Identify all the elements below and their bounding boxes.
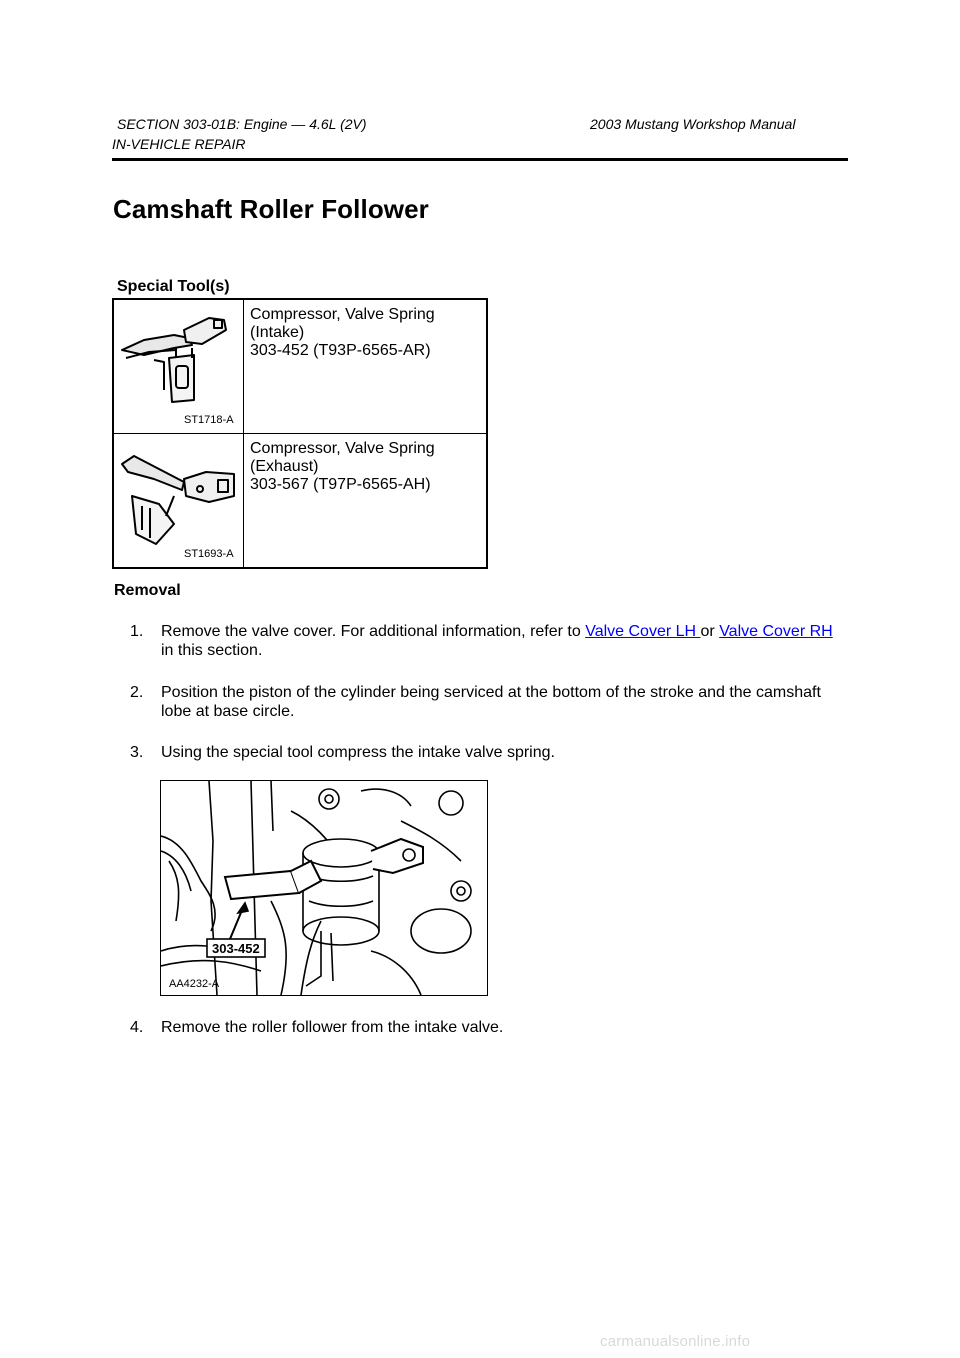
tool-description xyxy=(244,299,488,434)
tool-number: 303-452 (T93P-6565-AR) xyxy=(250,342,431,359)
tool-variant: (Exhaust) xyxy=(250,458,319,475)
tool-image-label: ST1693-A xyxy=(184,548,234,560)
step-text-line: Position the piston of the cylinder being serviced at the bottom of the stroke and the camshaft xyxy=(161,684,821,701)
step-text: Remove the roller follower from the intake valve. xyxy=(161,1019,504,1036)
special-tools-table xyxy=(112,298,488,569)
tool-image-exhaust xyxy=(113,434,244,569)
tool-row xyxy=(113,299,487,434)
valve-spring-compressor-intake-drawing xyxy=(114,300,243,428)
engine-illustration xyxy=(161,781,487,995)
step-number: 1. xyxy=(130,623,144,640)
step-number: 3. xyxy=(130,744,144,761)
watermark: carmanualsonline.info xyxy=(600,1333,751,1350)
header-rule xyxy=(112,158,848,161)
step-text-part: in this section. xyxy=(161,642,263,659)
valve-cover-lh-link[interactable]: Valve Cover LH xyxy=(585,623,701,640)
manual-title: 2003 Mustang Workshop Manual xyxy=(590,116,796,132)
valve-cover-rh-link[interactable]: Valve Cover RH xyxy=(719,623,833,640)
tool-variant: (Intake) xyxy=(250,324,305,341)
step-text-part: Remove the valve cover. For additional information, refer to xyxy=(161,623,586,640)
tool-number: 303-567 (T97P-6565-AH) xyxy=(250,476,431,493)
section-title: SECTION 303-01B: Engine — 4.6L (2V) xyxy=(117,116,367,132)
removal-heading: Removal xyxy=(114,582,181,599)
page-title: Camshaft Roller Follower xyxy=(113,194,429,224)
tool-image-intake xyxy=(113,299,244,434)
special-tools-label: Special Tool(s) xyxy=(117,278,230,295)
tool-name: Compressor, Valve Spring xyxy=(250,306,435,323)
tool-name: Compressor, Valve Spring xyxy=(250,440,435,457)
illustration-figure-id: AA4232-A xyxy=(169,978,220,990)
step-text-part: or xyxy=(700,623,720,640)
step-text xyxy=(161,683,851,721)
tool-image-label: ST1718-A xyxy=(184,414,234,426)
tool-description xyxy=(244,434,488,569)
step-text: Using the special tool compress the intake valve spring. xyxy=(161,744,555,761)
step-number: 4. xyxy=(130,1019,144,1036)
illustration-compress-intake-spring xyxy=(160,780,488,996)
valve-spring-compressor-exhaust-drawing xyxy=(114,434,243,562)
tool-row xyxy=(113,434,487,569)
step-text xyxy=(161,622,851,660)
subsection-title: IN-VEHICLE REPAIR xyxy=(112,136,246,152)
illustration-callout: 303-452 xyxy=(212,941,260,956)
step-number: 2. xyxy=(130,684,144,701)
step-text-line: lobe at base circle. xyxy=(161,703,295,720)
